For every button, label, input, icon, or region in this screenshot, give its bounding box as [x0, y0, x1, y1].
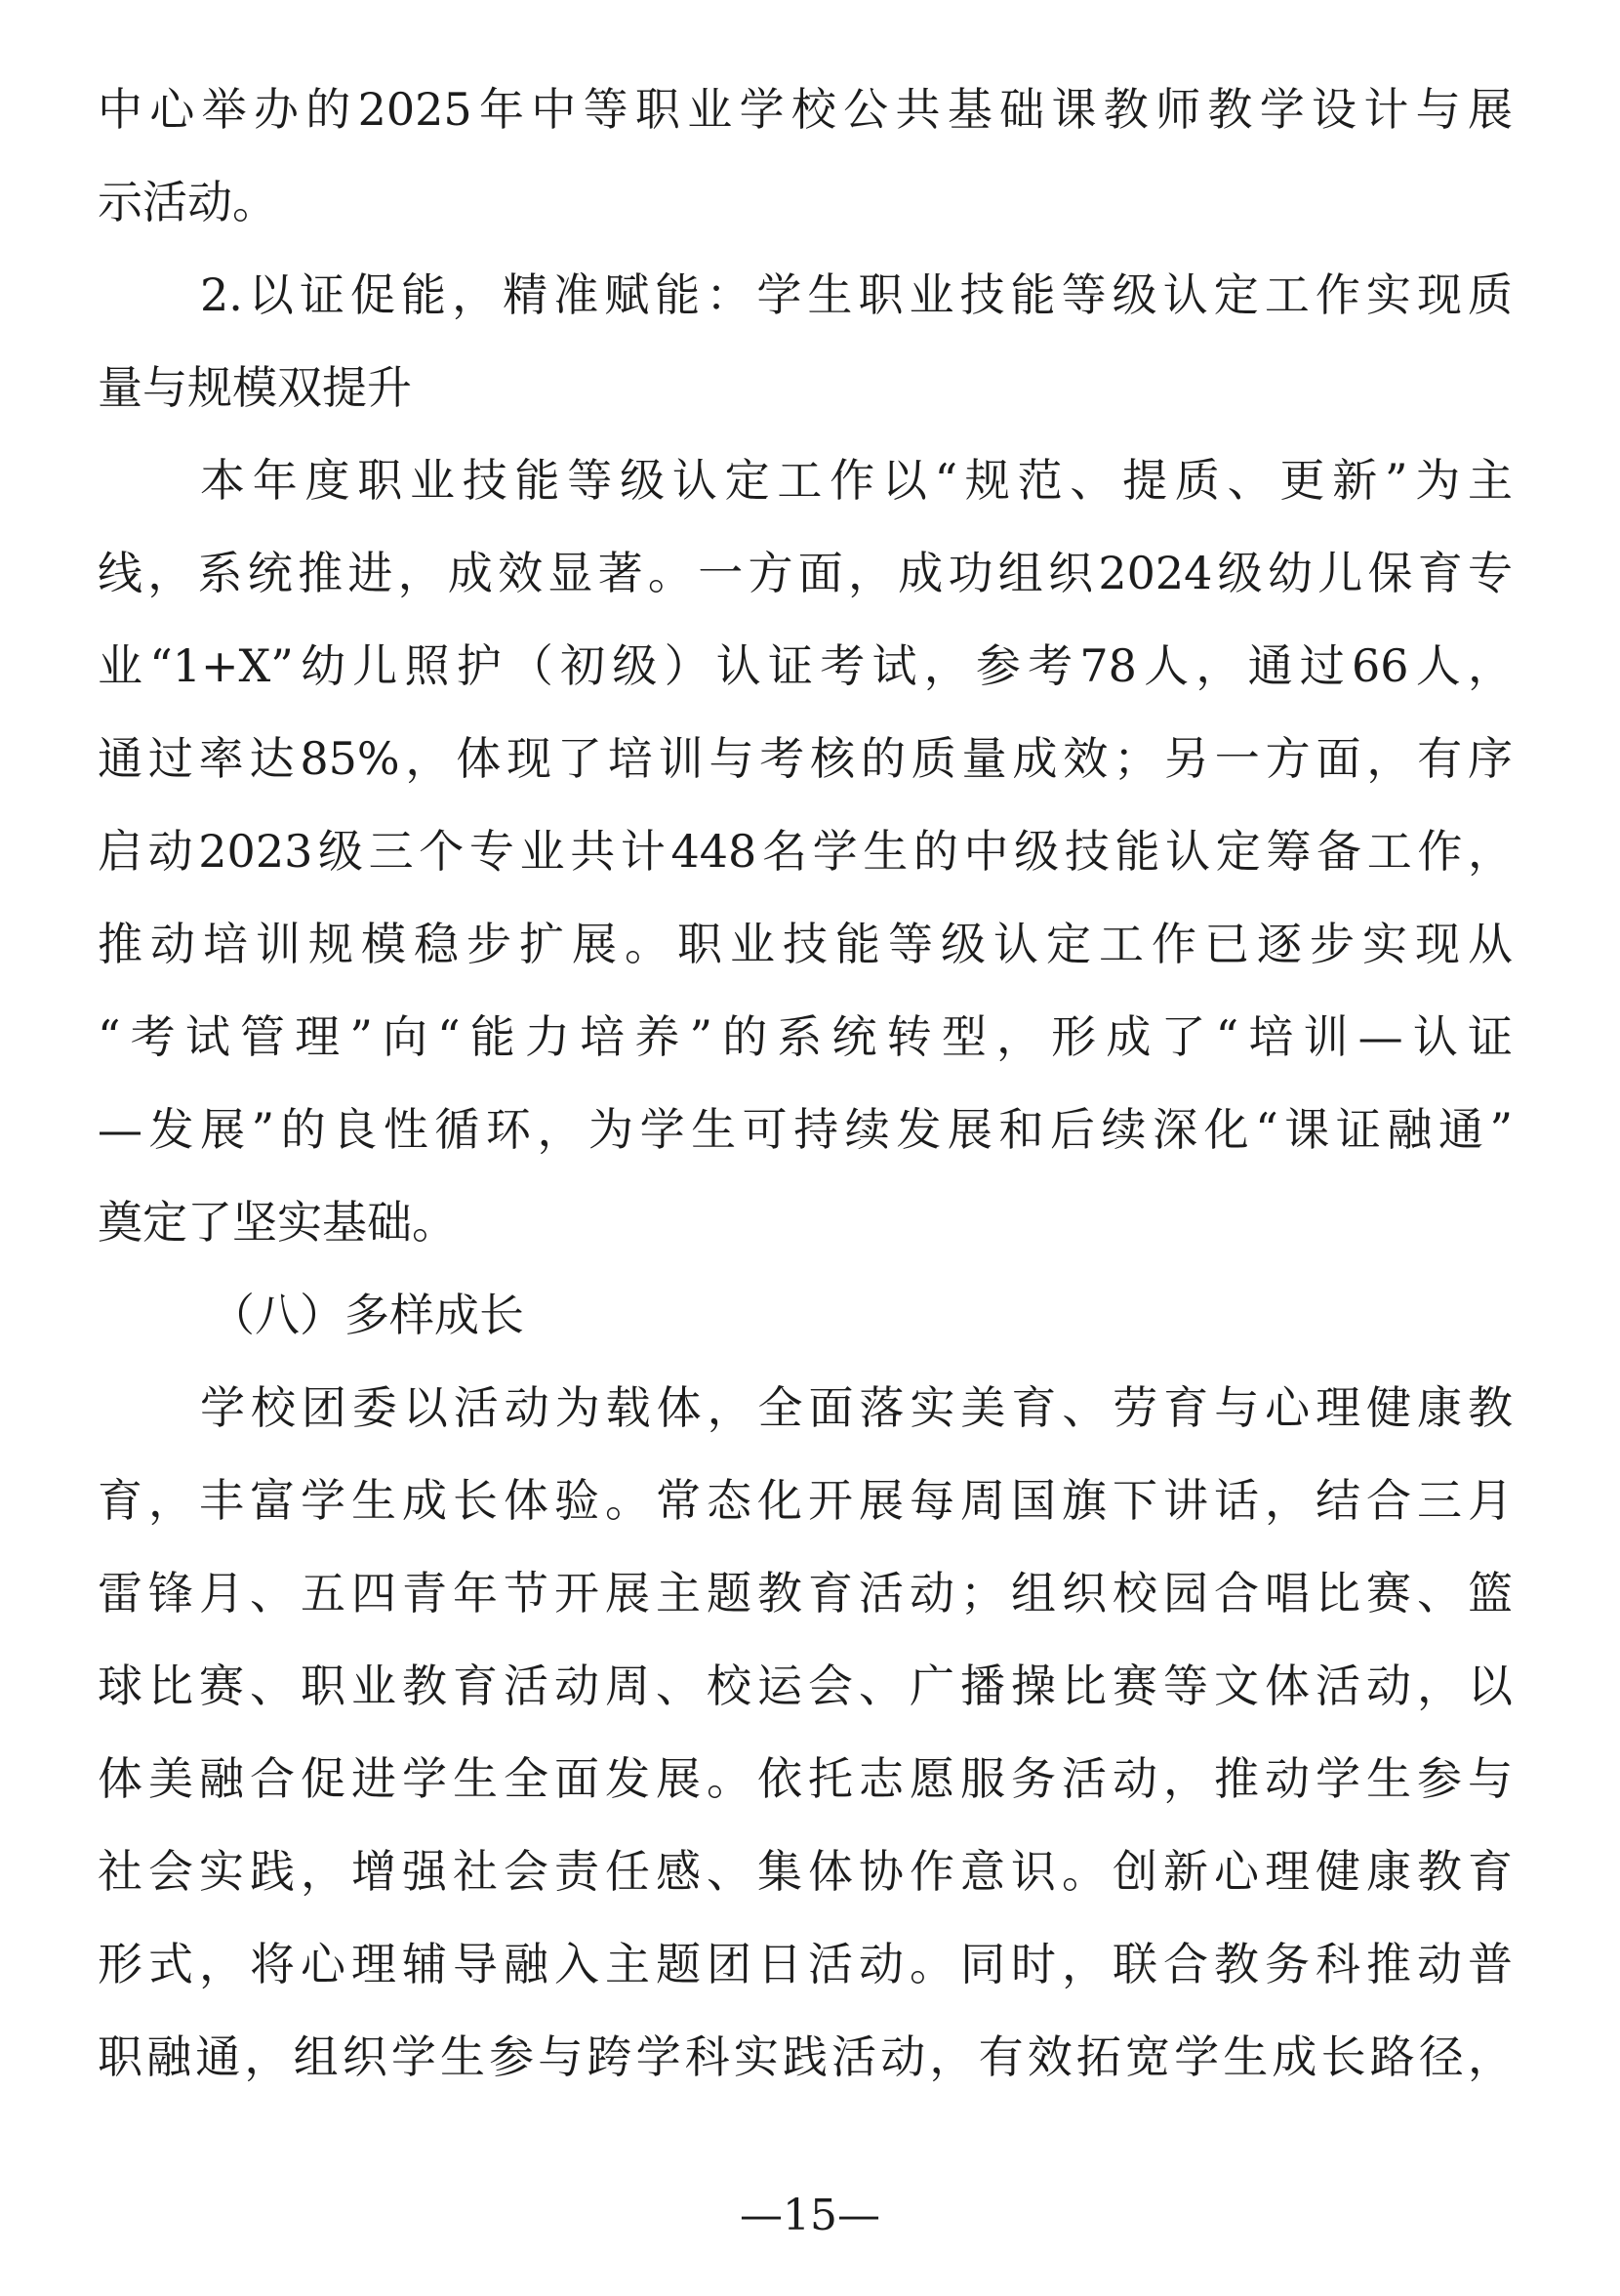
text-line: 中心举办的2025年中等职业学校公共基础课教师教学设计与展 [98, 83, 1513, 136]
text-line: 通过率达85%，体现了培训与考核的质量成效；另一方面，有序 [98, 732, 1513, 785]
text-line: 业“1+X”幼儿照护（初级）认证考试，参考78人，通过66人， [98, 639, 1513, 692]
subheading-line: 2.以证促能，精准赋能：学生职业技能等级认定工作实现质 [200, 268, 1513, 321]
text-line: —发展”的良性循环，为学生可持续发展和后续深化“课证融通” [98, 1103, 1513, 1156]
text-line: 育，丰富学生成长体验。常态化开展每周国旗下讲话，结合三月 [98, 1474, 1513, 1527]
text-line: 雷锋月、五四青年节开展主题教育活动；组织校园合唱比赛、篮 [98, 1567, 1513, 1620]
text-line: 学校团委以活动为载体，全面落实美育、劳育与心理健康教 [200, 1381, 1513, 1434]
section-heading: （八）多样成长 [210, 1289, 524, 1341]
subheading-line: 量与规模双提升 [98, 361, 412, 414]
text-line: 线，系统推进，成效显著。一方面，成功组织2024级幼儿保育专 [98, 547, 1513, 599]
text-line: 奠定了坚实基础。 [98, 1196, 457, 1249]
text-line: 推动培训规模稳步扩展。职业技能等级认定工作已逐步实现从 [98, 918, 1513, 970]
text-line: 球比赛、职业教育活动周、校运会、广播操比赛等文体活动，以 [98, 1660, 1513, 1712]
text-line: 启动2023级三个专业共计448名学生的中级技能认定筹备工作， [98, 825, 1513, 878]
text-line: 职融通，组织学生参与跨学科实践活动，有效拓宽学生成长路径， [98, 2030, 1513, 2083]
text-line: 示活动。 [98, 176, 277, 228]
text-line: “考试管理”向“能力培养”的系统转型，形成了“培训—认证 [98, 1010, 1513, 1063]
text-line: 本年度职业技能等级认定工作以“规范、提质、更新”为主 [200, 454, 1513, 507]
page-number: —15— [740, 2191, 880, 2240]
text-line: 体美融合促进学生全面发展。依托志愿服务活动，推动学生参与 [98, 1752, 1513, 1805]
text-line: 形式，将心理辅导融入主题团日活动。同时，联合教务科推动普 [98, 1938, 1513, 1990]
text-line: 社会实践，增强社会责任感、集体协作意识。创新心理健康教育 [98, 1845, 1513, 1898]
